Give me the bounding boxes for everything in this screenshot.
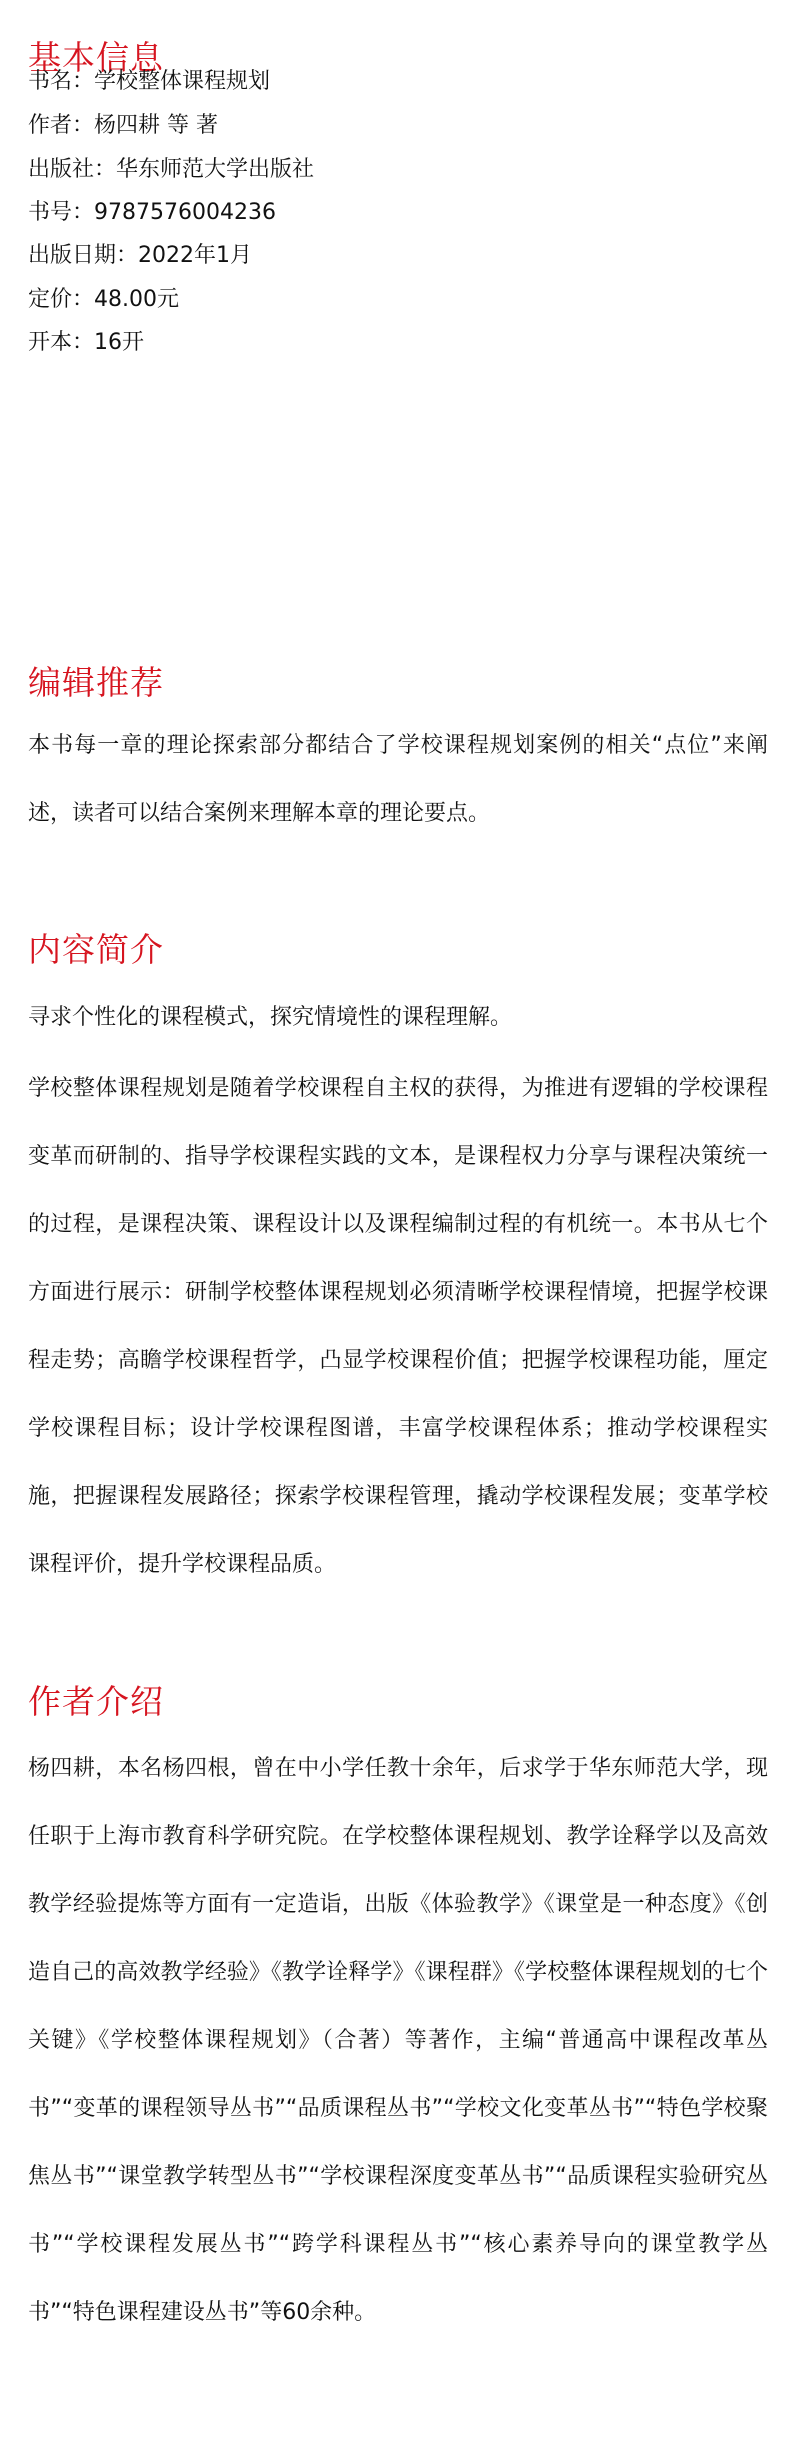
publish-date-line: 出版日期：2022年1月	[28, 243, 252, 268]
price-line: 定价：48.00元	[28, 287, 179, 312]
author-intro-text: 杨四耕，本名杨四根，曾在中小学任教十余年，后求学于华东师范大学，现任职于上海市教育科学研究院。在学校整体课程规划、教学诠释学以及高效教学经验提炼等方面有一定造诣，出版《体验教学》《课堂是一种态度》《创造自己的高效教学经验》《教学诠释学》《课程群》《学校整体课程规划的七个关键》《学校整体课程规划》（合著）等著作，主编“普通高中课程改革丛书”“变革的课程领导丛书”“品质课程丛书”“学校文化变革丛书”“特色学校聚焦丛书”“课堂教学转型丛书”“学校课程深度变革丛书”“品质课程实验研究丛书”“学校课程发展丛书”“跨学科课程丛书”“核心素养导向的课堂教学丛书”“特色课程建设丛书”等60余种。	[28, 1756, 768, 2325]
format-line: 开本：16开	[28, 330, 144, 355]
content-summary-body: 学校整体课程规划是随着学校课程自主权的获得，为推进有逻辑的学校课程变革而研制的、指导学校课程实践的文本，是课程权力分享与课程决策统一的过程，是课程决策、课程设计以及课程编制过程的有机统一。本书从七个方面进行展示：研制学校整体课程规划必须清晰学校课程情境，把握学校课程走势；高瞻学校课程哲学，凸显学校课程价值；把握学校课程功能，厘定学校课程目标；设计学校课程图谱，丰富学校课程体系；推动学校课程实施，把握课程发展路径；探索学校课程管理，撬动学校课程发展；变革学校课程评价，提升学校课程品质。	[28, 1076, 768, 1577]
book-name-line: 书名：学校整体课程规划	[28, 69, 271, 94]
editor-recommend-text: 本书每一章的理论探索部分都结合了学校课程规划案例的相关“点位”来阐述，读者可以结合案例来理解本章的理论要点。	[28, 733, 768, 826]
publisher-line: 出版社：华东师范大学出版社	[28, 157, 315, 182]
content-summary-intro: 寻求个性化的课程模式，探究情境性的课程理解。	[28, 1005, 513, 1030]
basic-info-heading: 基本信息	[28, 38, 164, 77]
editor-recommend-heading: 编辑推荐	[28, 663, 164, 702]
author-line: 作者：杨四耕 等 著	[28, 113, 218, 138]
author-intro-heading: 作者介绍	[28, 1682, 164, 1721]
content-summary-heading: 内容简介	[28, 930, 164, 969]
isbn-line: 书号：9787576004236	[28, 200, 276, 225]
